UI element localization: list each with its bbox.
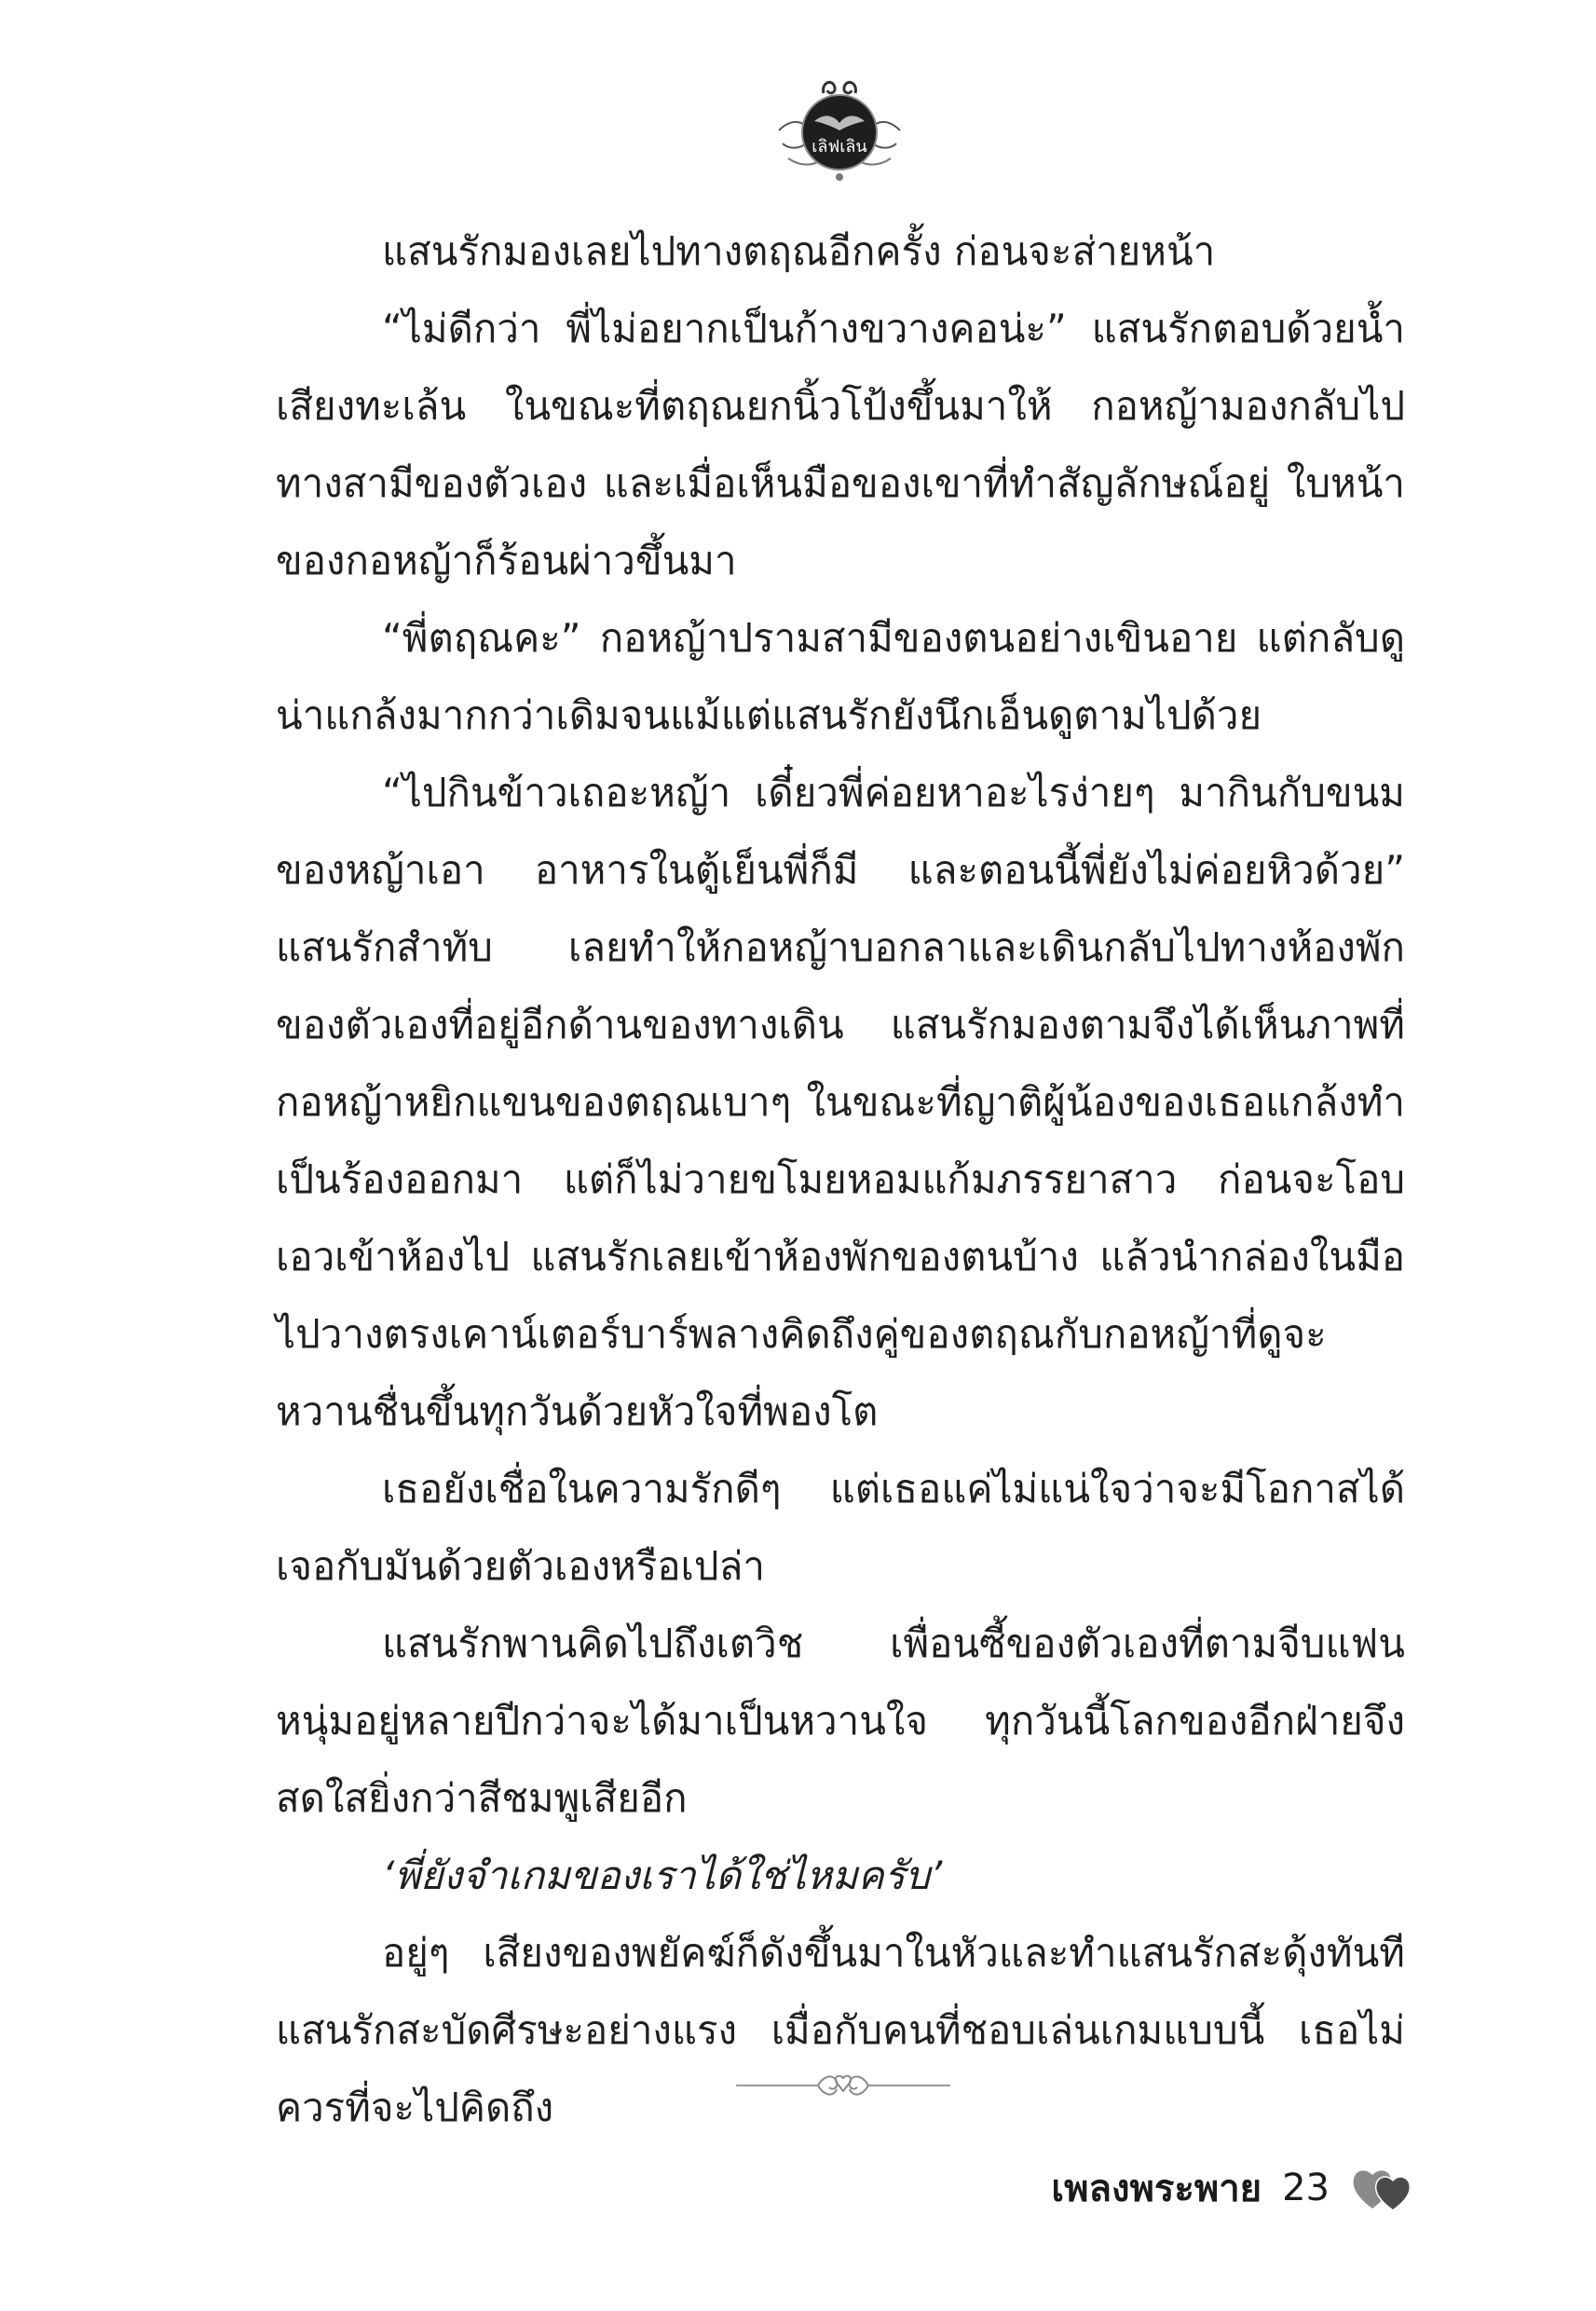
- paragraph-8: อยู่ๆ เสียงของพยัคฆ์ก็ดังขึ้นมาในหัวและทำแสนรักสะดุ้งทันทีแสนรักสะบัดศีรษะอย่างแรง เมื่อกับคนที่ชอบเล่นเกมแบบนี้ เธอไม่ควรที่จะไปคิดถึง: [276, 1930, 1405, 2130]
- flourish-divider-icon: [736, 2069, 950, 2102]
- paragraph-3: “พี่ตฤณคะ” กอหญ้าปรามสามีของตนอย่างเขินอาย แต่กลับดูน่าแกล้งมากกว่าเดิมจนแม้แต่แสนรักยังนึกเอ็นดูตามไปด้วย: [276, 615, 1405, 738]
- ornamental-emblem-icon: [770, 65, 909, 186]
- paragraph-1: แสนรักมองเลยไปทางตฤณอีกครั้ง ก่อนจะส่ายหน้า: [382, 228, 1216, 274]
- story-text: [276, 212, 1405, 2146]
- header-emblem: [770, 65, 909, 186]
- hearts-icon: [1350, 2162, 1419, 2214]
- page-number: 23: [1282, 2167, 1330, 2209]
- paragraph-2: “ไม่ดีกว่า พี่ไม่อยากเป็นก้างขวางคอน่ะ” แสนรักตอบด้วยน้ำเสียงทะเล้น ในขณะที่ตฤณยกนิ้วโป้งขึ้นมาให้ กอหญ้ามองกลับไปทางสามีของตัวเอง และเมื่อเห็นมือของเขาที่ทำสัญลักษณ์อยู่ ใบหน้าของกอหญ้าก็ร้อนผ่าวขึ้นมา: [276, 306, 1405, 583]
- emblem-text: เลิฟเลิน: [812, 137, 867, 157]
- page-footer: [1051, 2160, 1419, 2216]
- book-title: เพลงพระพาย: [1051, 2167, 1262, 2210]
- paragraph-5: เธอยังเชื่อในความรักดีๆ แต่เธอแค่ไม่แน่ใจว่าจะมีโอกาสได้เจอกับมันด้วยตัวเองหรือเปล่า: [276, 1466, 1405, 1589]
- paragraph-7-italic-thought: ‘พี่ยังจำเกมของเราได้ใช่ไหมครับ’: [382, 1853, 943, 1898]
- paragraph-4: “ไปกินข้าวเถอะหญ้า เดี๋ยวพี่ค่อยหาอะไรง่ายๆ มากินกับขนมของหญ้าเอา อาหารในตู้เย็นพี่ก็มี และตอนนี้พี่ยังไม่ค่อยหิวด้วย” แสนรักสำทับ เลยทำให้กอหญ้าบอกลาและเดินกลับไปทางห้องพักของตัวเองที่อยู่อีกด้านของทางเดิน แสนรักมองตามจึงได้เห็นภาพที่กอหญ้าหยิกแขนของตฤณเบาๆ ในขณะที่ญาติผู้น้องของเธอแกล้งทำเป็นร้องออกมา แต่ก็ไม่วายขโมยหอมแก้มภรรยาสาว ก่อนจะโอบเอวเข้าห้องไป แสนรักเลยเข้าห้องพักของตนบ้าง แล้วนำกล่องในมือไปวางตรงเคาน์เตอร์บาร์พลางคิดถึงคู่ของตฤณกับกอหญ้าที่ดูจะหวานชื่นขึ้นทุกวันด้วยหัวใจที่พองโต: [276, 770, 1405, 1434]
- paragraph-6: แสนรักพานคิดไปถึงเตวิช เพื่อนซี้ของตัวเองที่ตามจีบแฟนหนุ่มอยู่หลายปีกว่าจะได้มาเป็นหวานใจ ทุกวันนี้โลกของอีกฝ่ายจึงสดใสยิ่งกว่าสีชมพูเสียอีก: [276, 1620, 1405, 1821]
- section-divider: [736, 2069, 950, 2102]
